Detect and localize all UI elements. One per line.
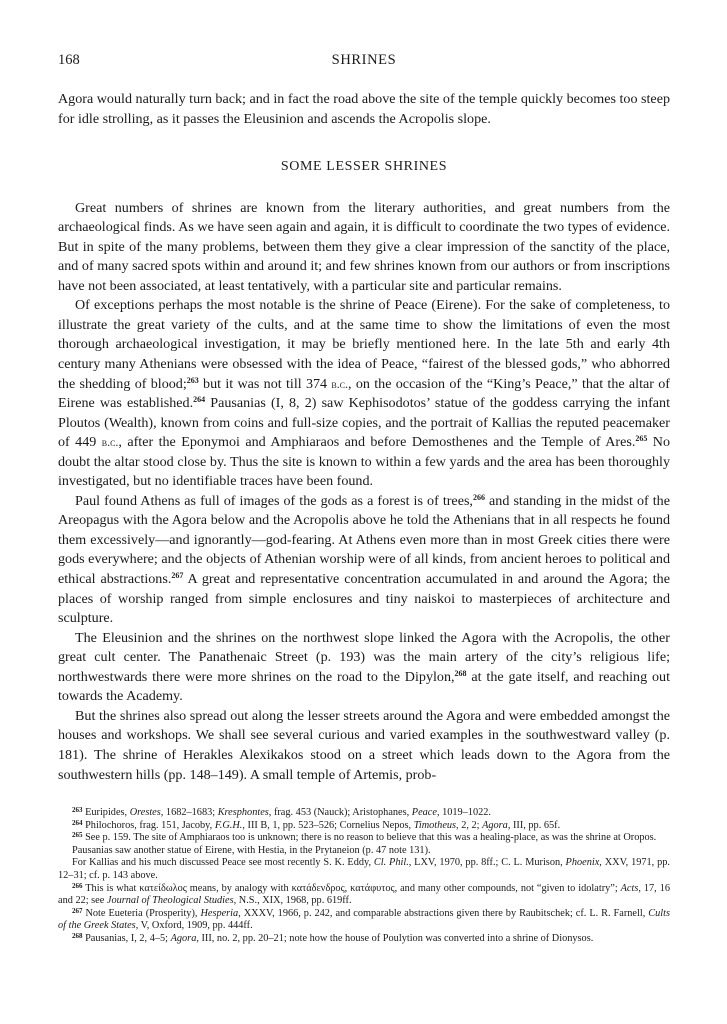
paragraph-intro: Agora would naturally turn back; and in fact the road above the site of the temple quickly becomes too steep for idle strolling, as it passes the Eleusinion and ascends the Acropolis slope. xyxy=(58,91,670,127)
footnote-263 xyxy=(58,807,670,820)
text: , 2, 2; xyxy=(456,819,483,831)
italic-title: Hesperia xyxy=(200,907,239,919)
footnote-264 xyxy=(58,820,670,833)
text: , 1682–1683; xyxy=(160,807,218,819)
text: , 17, 16 and 22; see xyxy=(58,882,670,907)
text: , frag. 453 (Nauck); Aristophanes, xyxy=(268,807,412,819)
italic-title: Cults of the Greek States xyxy=(58,907,671,932)
footnote-number: 266 xyxy=(72,881,83,890)
running-title: SHRINES xyxy=(331,52,397,68)
italic-title: Orestes xyxy=(129,807,161,819)
footnote-number: 267 xyxy=(72,906,83,915)
paragraph-5: But the shrines also spread out along the lesser streets around the Agora and were embedded amongst the houses and workshops. We shall see several curious and varied examples in the southwestward valley (p. 181). The shrine of Herakles Alexikakos stood on a street which leads down to the Agora from the southwestern hills (pp. 148–149). A small temple of Artemis, prob- xyxy=(58,707,670,783)
text: , after the Eponymoi and Amphiaraos and before Demosthenes and the Temple of Ares. xyxy=(118,434,636,451)
italic-title: F.G.H. xyxy=(214,819,243,831)
text: but it was not till 374 xyxy=(198,375,332,392)
text: Pausanias (I, 8, 2) saw Kephisodotos’ statue of the goddess carrying the infant Ploutos (Wealth), known from coins and full-size copies, and the portrait of Kallias the reputed peacemaker of 449 xyxy=(58,395,670,451)
footnote-number: 268 xyxy=(72,931,83,940)
text: This is what κατείδωλος means, by analogy with κατάδενδρος, κατάφυτος, and many other compounds, not “given to idolatry”; xyxy=(82,882,621,894)
italic-title: Journal of Theological Studies xyxy=(106,895,234,907)
footnote-265-continued-2 xyxy=(58,857,670,882)
paragraph-3 xyxy=(58,492,670,629)
text: , LXV, 1970, pp. 8ff.; C. L. Murison, xyxy=(408,857,566,869)
footnote-265-continued: Pausanias saw another statue of Eirene, with Hestia, in the Prytaneion (p. 47 note 131). xyxy=(72,844,431,856)
italic-title: Peace xyxy=(411,807,437,819)
section-heading: SOME LESSER SHRINES xyxy=(280,159,448,175)
italic-title: Kresphontes xyxy=(217,807,269,819)
text: A great and representative concentration accumulated in and around the Agora; the places of worship ranged from simple enclosures and tiny naiskoi to masterpieces of architecture and sculpture. xyxy=(58,571,670,627)
italic-title: Phoenix xyxy=(565,857,600,869)
text: , on the occasion of the “King’s Peace,” that the altar of Eirene was established. xyxy=(58,375,670,412)
text: Note Eueteria (Prosperity), xyxy=(82,907,201,919)
text: , V, Oxford, 1909, pp. 444ff. xyxy=(135,920,253,932)
footnote-267 xyxy=(58,908,670,933)
text: , III, no. 2, pp. 20–21; note how the house of Poulytion was converted into a shrine of Dionysos. xyxy=(196,932,594,944)
text: Philochoros, frag. 151, Jacoby, xyxy=(82,819,215,831)
footnote-265 xyxy=(58,832,670,845)
paragraph-2 xyxy=(58,296,670,491)
footnote-number: 265 xyxy=(72,831,83,840)
text: Pausanias, I, 2, 4–5; xyxy=(82,932,171,944)
text: The Eleusinion and the shrines on the northwest slope linked the Agora with the Acropolis, the other great cult center. The Panathenaic Street (p. 193) was the main artery of the city’s religious life; northwestwards there were more shrines on the road to the Dipylon, xyxy=(58,629,670,685)
text: , N.S., XIX, 1968, pp. 619ff. xyxy=(233,895,352,907)
text: , III B, 1, pp. 523–526; Cornelius Nepos, xyxy=(242,819,414,831)
text: See p. 159. The site of Amphiaraos too is unknown; there is no reason to believe that this was a healing-place, as was the shrine at Oropos. xyxy=(82,832,657,844)
italic-title: Agora xyxy=(482,819,508,831)
text: For Kallias and his much discussed Peace see most recently S. K. Eddy, xyxy=(72,857,374,869)
main-text xyxy=(58,90,670,785)
footnote-ref: 264 xyxy=(193,395,206,405)
italic-title: Cl. Phil. xyxy=(373,857,409,869)
text: Of exceptions perhaps the most notable is the shrine of Peace (Eirene). For the sake of completeness, to illustrate the great variety of the cults, and at the same time to show the limitations of even the most thorough archaeological investigation, it may be briefly mentioned here. In the late 5th and early 4th century many Athenians were obsessed with the idea of Peace, “fairest of the blessed gods,” who abhorred the shedding of blood; xyxy=(58,297,670,392)
italic-title: Timotheus xyxy=(413,819,457,831)
footnote-number: 263 xyxy=(72,806,83,815)
footnote-ref: 265 xyxy=(635,434,648,444)
footnote-268 xyxy=(58,933,670,946)
text: Euripides, xyxy=(82,807,130,819)
footnote-ref: 267 xyxy=(171,571,184,581)
footnote-number: 264 xyxy=(72,818,83,827)
text: and standing in the midst of the Areopagus with the Agora below and the Acropolis above he told the Athenians that in all respects he found them excessively—and ignorantly—god-fearing. At Athens even more than in most Greek cities there were gods everywhere; and the objects of Athenian worship were of all kinds, from ancient heroes to political and ethical abstractions. xyxy=(58,492,670,588)
running-header xyxy=(58,52,670,74)
text: , III, pp. 65f. xyxy=(507,819,561,831)
italic-title: Acts xyxy=(620,882,639,894)
era-abbrev: b.c. xyxy=(331,376,349,391)
text: Paul found Athens as full of images of the gods as a forest is of trees, xyxy=(75,492,473,509)
page xyxy=(58,52,670,946)
text: , XXV, 1971, pp. 12–31; cf. p. 143 above. xyxy=(58,857,670,882)
italic-title: Agora xyxy=(170,932,197,944)
footnotes xyxy=(58,807,670,946)
footnote-ref: 266 xyxy=(472,492,485,502)
footnote-ref: 268 xyxy=(454,668,467,678)
text: No doubt the altar stood close by. Thus the site is known to within a few yards and the area has been thoroughly investigated, but no identifiable traces have been found. xyxy=(58,434,670,490)
text: at the gate itself, and reaching out towards the Academy. xyxy=(58,668,670,705)
paragraph-4 xyxy=(58,629,670,707)
text: , 1019–1022. xyxy=(436,807,491,819)
footnote-266 xyxy=(58,883,670,908)
era-abbrev: b.c. xyxy=(101,435,119,450)
paragraph-1: Great numbers of shrines are known from the literary authorities, and great numbers from the archaeological finds. As we have seen again and again, it is difficult to coordinate the two types of evidence. But in spite of the many problems, between them they give a clear impression of the sanctity of the place, and of many sacred spots within and around it; and few shrines known from our authors or from inscriptions have not been associated, at least tentatively, with a particular site and particular remains. xyxy=(58,199,670,294)
page-number: 168 xyxy=(58,52,80,68)
text: , XXXV, 1966, p. 242, and comparable abstractions given there by Raubitschek; cf. L. R. Farnell, xyxy=(238,907,649,919)
footnote-ref: 263 xyxy=(186,375,199,385)
